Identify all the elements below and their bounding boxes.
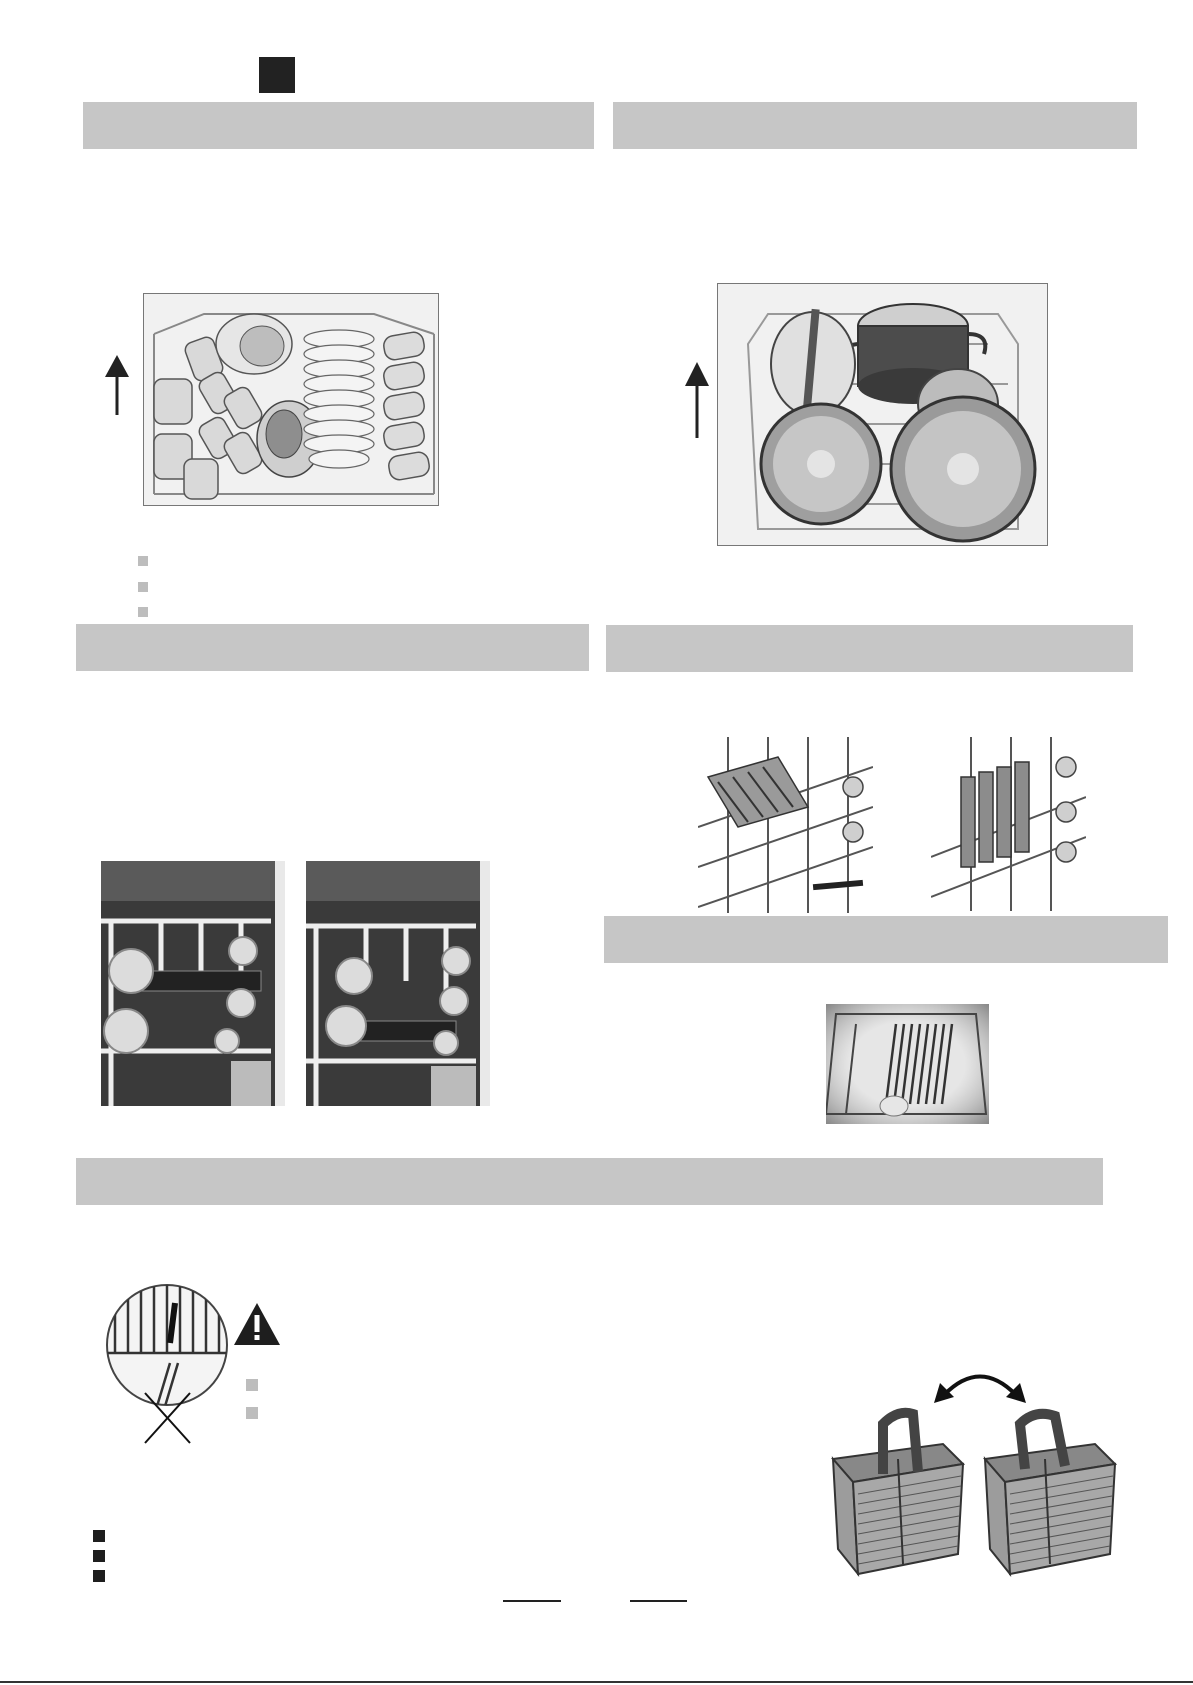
page-marker (259, 57, 295, 93)
bullet-marker (93, 1530, 105, 1542)
basket-position-photo-1 (101, 861, 285, 1106)
underline-mark (503, 1600, 561, 1602)
section-heading-cutlery-basket (76, 1158, 1103, 1205)
spike-warning-illustration (100, 1283, 235, 1448)
page-bottom-rule (0, 1681, 1193, 1683)
bullet-marker (93, 1550, 105, 1562)
bullet-marker (246, 1407, 258, 1419)
cutlery-basket-illustration-right (975, 1404, 1125, 1584)
underline-mark (630, 1600, 687, 1602)
cutlery-basket-illustration-left (823, 1404, 973, 1584)
folding-rack-photo (826, 1004, 989, 1124)
section-heading-upper-basket (83, 102, 594, 149)
up-arrow-icon (685, 362, 709, 438)
cup-shelf-upright-illustration (931, 737, 1086, 911)
section-heading-cup-shelves (606, 625, 1133, 672)
double-arrow-icon (930, 1363, 1030, 1403)
upper-basket-illustration (143, 293, 439, 506)
section-heading-folding-racks (604, 916, 1168, 963)
bullet-marker (138, 556, 148, 566)
bullet-marker (138, 582, 148, 592)
up-arrow-icon (105, 355, 129, 415)
warning-triangle-icon (234, 1303, 280, 1345)
cup-shelf-folded-illustration (698, 737, 873, 913)
bullet-marker (93, 1570, 105, 1582)
bullet-marker (246, 1379, 258, 1391)
section-heading-lower-basket (613, 102, 1137, 149)
bullet-marker (138, 607, 148, 617)
lower-basket-illustration (717, 283, 1048, 546)
basket-position-photo-2 (306, 861, 490, 1106)
section-heading-basket-adjustment (76, 624, 589, 671)
